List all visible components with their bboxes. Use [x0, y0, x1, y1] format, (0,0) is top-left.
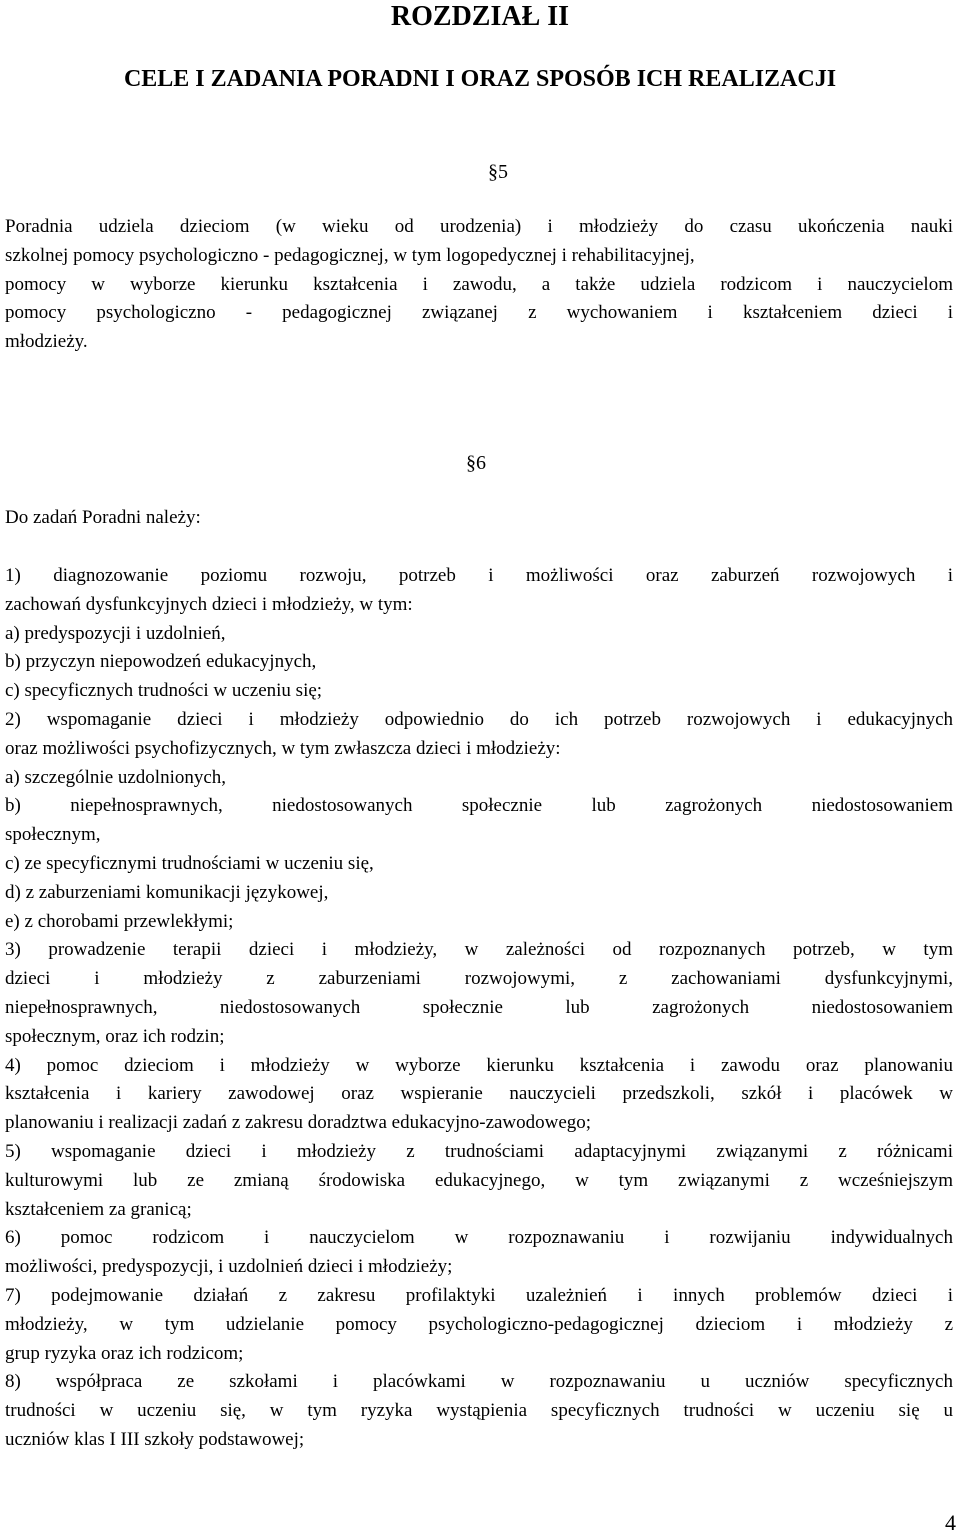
section6-line: kulturowymi lub ze zmianą środowiska edukacyjnego, w tym związanymi z wcześniejszym [5, 1169, 953, 1191]
section-5-paragraph [5, 213, 953, 357]
section6-line: 7) podejmowanie działań z zakresu profilaktyki uzależnień i innych problemów dzieci i [5, 1284, 953, 1306]
chapter-subtitle: CELE I ZADANIA PORADNI I ORAZ SPOSÓB ICH REALIZACJI [123, 66, 837, 92]
section6-line: 8) współpraca ze szkołami i placówkami w rozpoznawaniu u uczniów specyficznych [5, 1371, 953, 1393]
section6-line: 3) prowadzenie terapii dzieci i młodzieży, w zależności od rozpoznanych potrzeb, w tym [5, 939, 953, 961]
section5-line: pomocy w wyborze kierunku kształcenia i zawodu, a także udziela rodzicom i nauczycielom [5, 273, 953, 295]
section-6-lead: Do zadań Poradni należy: [5, 507, 201, 528]
section6-line: grup ryzyka oraz ich rodzicom; [5, 1342, 244, 1364]
section6-line: społecznym, oraz ich rodzin; [5, 1025, 225, 1047]
section6-line: dzieci i młodzieży z zaburzeniami rozwojowymi, z zachowaniami dysfunkcyjnymi, [5, 968, 953, 990]
section6-line: e) z chorobami przewlekłymi; [5, 910, 234, 932]
section6-line: a) szczególnie uzdolnionych, [5, 766, 227, 788]
section5-line: Poradnia udziela dzieciom (w wieku od urodzenia) i młodzieży do czasu ukończenia nauki [5, 216, 953, 237]
section6-line: planowaniu i realizacji zadań z zakresu doradztwa edukacyjno-zawodowego; [5, 1112, 592, 1134]
section6-line: 2) wspomaganie dzieci i młodzieży odpowiednio do ich potrzeb rozwojowych i edukacyjnych [5, 708, 953, 730]
section6-line: 4) pomoc dzieciom i młodzieży w wyborze kierunku kształcenia i zawodu oraz planowaniu [5, 1054, 953, 1076]
section6-line: b) niepełnosprawnych, niedostosowanych społecznie lub zagrożonych niedostosowaniem [5, 795, 953, 817]
section6-line: c) ze specyficznymi trudnościami w uczeniu się, [5, 852, 374, 874]
section6-line: możliwości, predyspozycji, i uzdolnień dzieci i młodzieży; [5, 1256, 453, 1278]
section6-line: d) z zaburzeniami komunikacji językowej, [5, 881, 329, 903]
section-mark-5: §5 [488, 161, 508, 183]
section6-line: trudności w uczeniu się, w tym ryzyka wystąpienia specyficznych trudności w uczeniu się u [5, 1400, 953, 1422]
section6-line: 6) pomoc rodzicom i nauczycielom w rozpoznawaniu i rozwijaniu indywidualnych [5, 1227, 953, 1249]
section6-line: oraz możliwości psychofizycznych, w tym zwłaszcza dzieci i młodzieży: [5, 737, 561, 759]
section-6-task-list [5, 562, 953, 1455]
section6-line: kształcenia i kariery zawodowej oraz wspieranie nauczycieli przedszkoli, szkół i placówek w [5, 1083, 953, 1105]
section5-line: pomocy psychologiczno - pedagogicznej związanej z wychowaniem i kształceniem dzieci i [5, 302, 953, 324]
section6-line: a) predyspozycji i uzdolnień, [5, 622, 226, 644]
section6-line: społecznym, [5, 824, 101, 846]
section6-line: niepełnosprawnych, niedostosowanych społecznie lub zagrożonych niedostosowaniem [5, 996, 953, 1018]
section5-line: szkolnej pomocy psychologiczno - pedagogicznej, w tym logopedycznej i rehabilitacyjnej, [5, 244, 695, 266]
section6-line: zachowań dysfunkcyjnych dzieci i młodzieży, w tym: [5, 593, 413, 615]
section6-line: c) specyficznych trudności w uczeniu się; [5, 680, 323, 702]
section6-line: 1) diagnozowanie poziomu rozwoju, potrzeb i możliwości oraz zaburzeń rozwojowych i [5, 565, 953, 586]
section5-line: młodzieży. [5, 331, 88, 353]
section6-line: b) przyczyn niepowodzeń edukacyjnych, [5, 651, 317, 673]
section-mark-6: §6 [466, 452, 486, 474]
chapter-title: ROZDZIAŁ II [390, 1, 570, 32]
section6-line: 5) wspomaganie dzieci i młodzieży z trudnościami adaptacyjnymi związanymi z różnicami [5, 1140, 953, 1162]
section6-line: młodzieży, w tym udzielanie pomocy psychologiczno-pedagogicznej dzieciom i młodzieży z [5, 1313, 953, 1335]
page-number: 4 [945, 1510, 956, 1535]
section6-line: kształceniem za granicą; [5, 1198, 192, 1220]
section6-line: uczniów klas I III szkoły podstawowej; [5, 1428, 305, 1450]
